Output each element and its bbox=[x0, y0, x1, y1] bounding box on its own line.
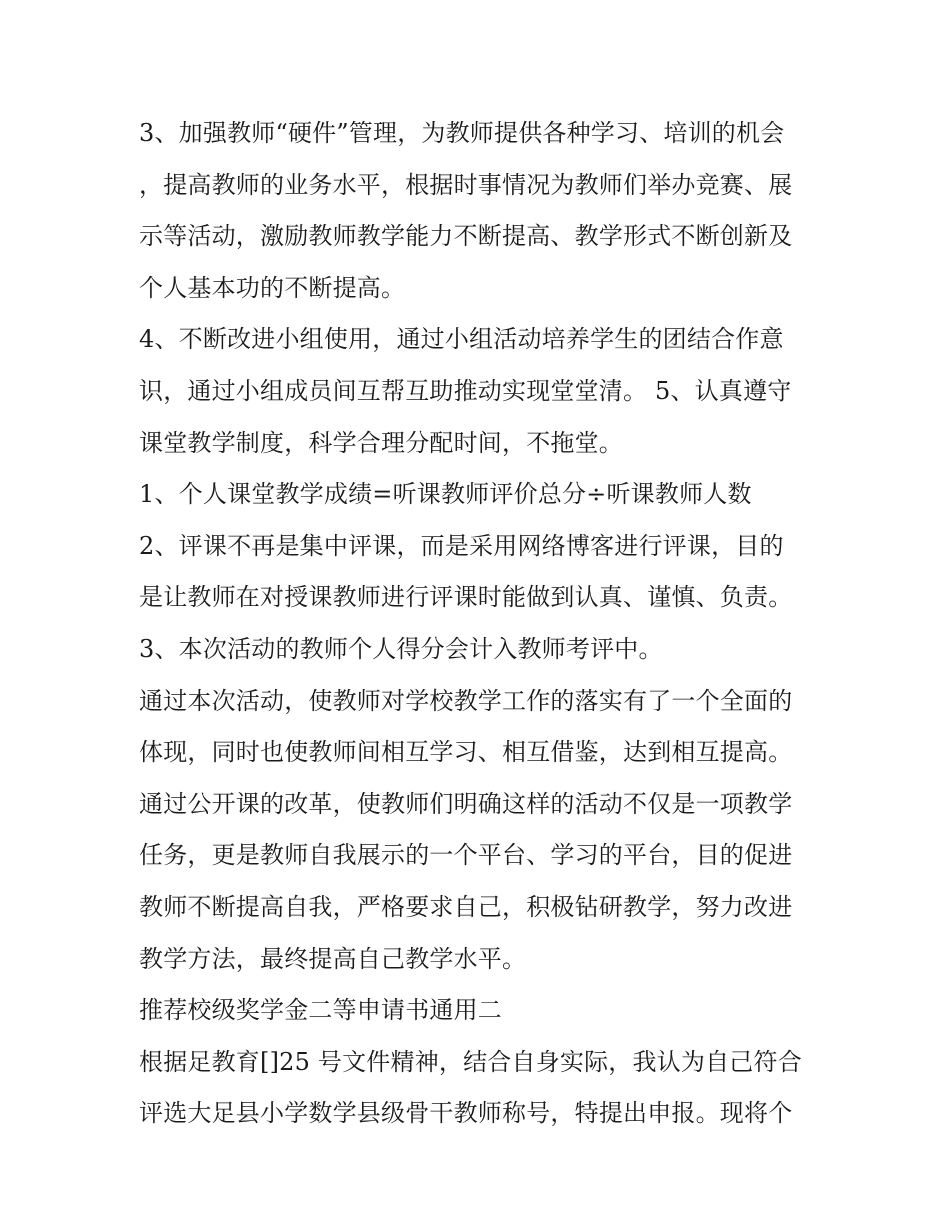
text-line: 3、本次活动的教师个人得分会计入教师考评中。 bbox=[139, 634, 663, 663]
text-line: 识，通过小组成员间互帮互助推动实现堂堂清。 5、认真遵守 bbox=[139, 376, 792, 405]
document-body bbox=[139, 108, 829, 1140]
text-line: 通过本次活动，使教师对学校教学工作的落实有了一个全面的 bbox=[139, 686, 793, 715]
text-line: 1、个人课堂教学成绩=听课教师评价总分÷听课教师人数 bbox=[139, 480, 752, 509]
text-line: 4、不断改进小组使用，通过小组活动培养学生的团结合作意 bbox=[139, 325, 784, 354]
text-line: 个人基本功的不断提高。 bbox=[139, 273, 406, 302]
text-line: 评选大足县小学数学县级骨干教师称号，特提出申报。现将个 bbox=[139, 1099, 793, 1128]
text-line: 教师不断提高自我，严格要求自己，积极钻研教学，努力改进 bbox=[139, 892, 793, 921]
text-line: ，提高教师的业务水平，根据时事情况为教师们举办竞赛、展 bbox=[139, 170, 793, 199]
section-heading: 推荐校级奖学金二等申请书通用二 bbox=[139, 996, 502, 1025]
text-line: 教学方法，最终提高自己教学水平。 bbox=[139, 944, 527, 973]
text-line: 通过公开课的改革，使教师们明确这样的活动不仅是一项教学 bbox=[139, 789, 793, 818]
text-line: 课堂教学制度，科学合理分配时间，不拖堂。 bbox=[139, 428, 623, 457]
text-line: 任务，更是教师自我展示的一个平台、学习的平台，目的促进 bbox=[139, 841, 793, 870]
text-line: 是让教师在对授课教师进行评课时能做到认真、谨慎、负责。 bbox=[139, 583, 793, 612]
text-line: 3、加强教师“硬件”管理，为教师提供各种学习、培训的机会 bbox=[139, 119, 785, 147]
text-line: 根据足教育[]25 号文件精神，结合自身实际，我认为自己符合 bbox=[139, 1047, 802, 1076]
text-line: 示等活动，激励教师教学能力不断提高、教学形式不断创新及 bbox=[139, 222, 793, 251]
text-line: 2、评课不再是集中评课，而是采用网络博客进行评课，目的 bbox=[139, 531, 784, 560]
text-line: 体现，同时也使教师间相互学习、相互借鉴，达到相互提高。 bbox=[139, 738, 793, 767]
